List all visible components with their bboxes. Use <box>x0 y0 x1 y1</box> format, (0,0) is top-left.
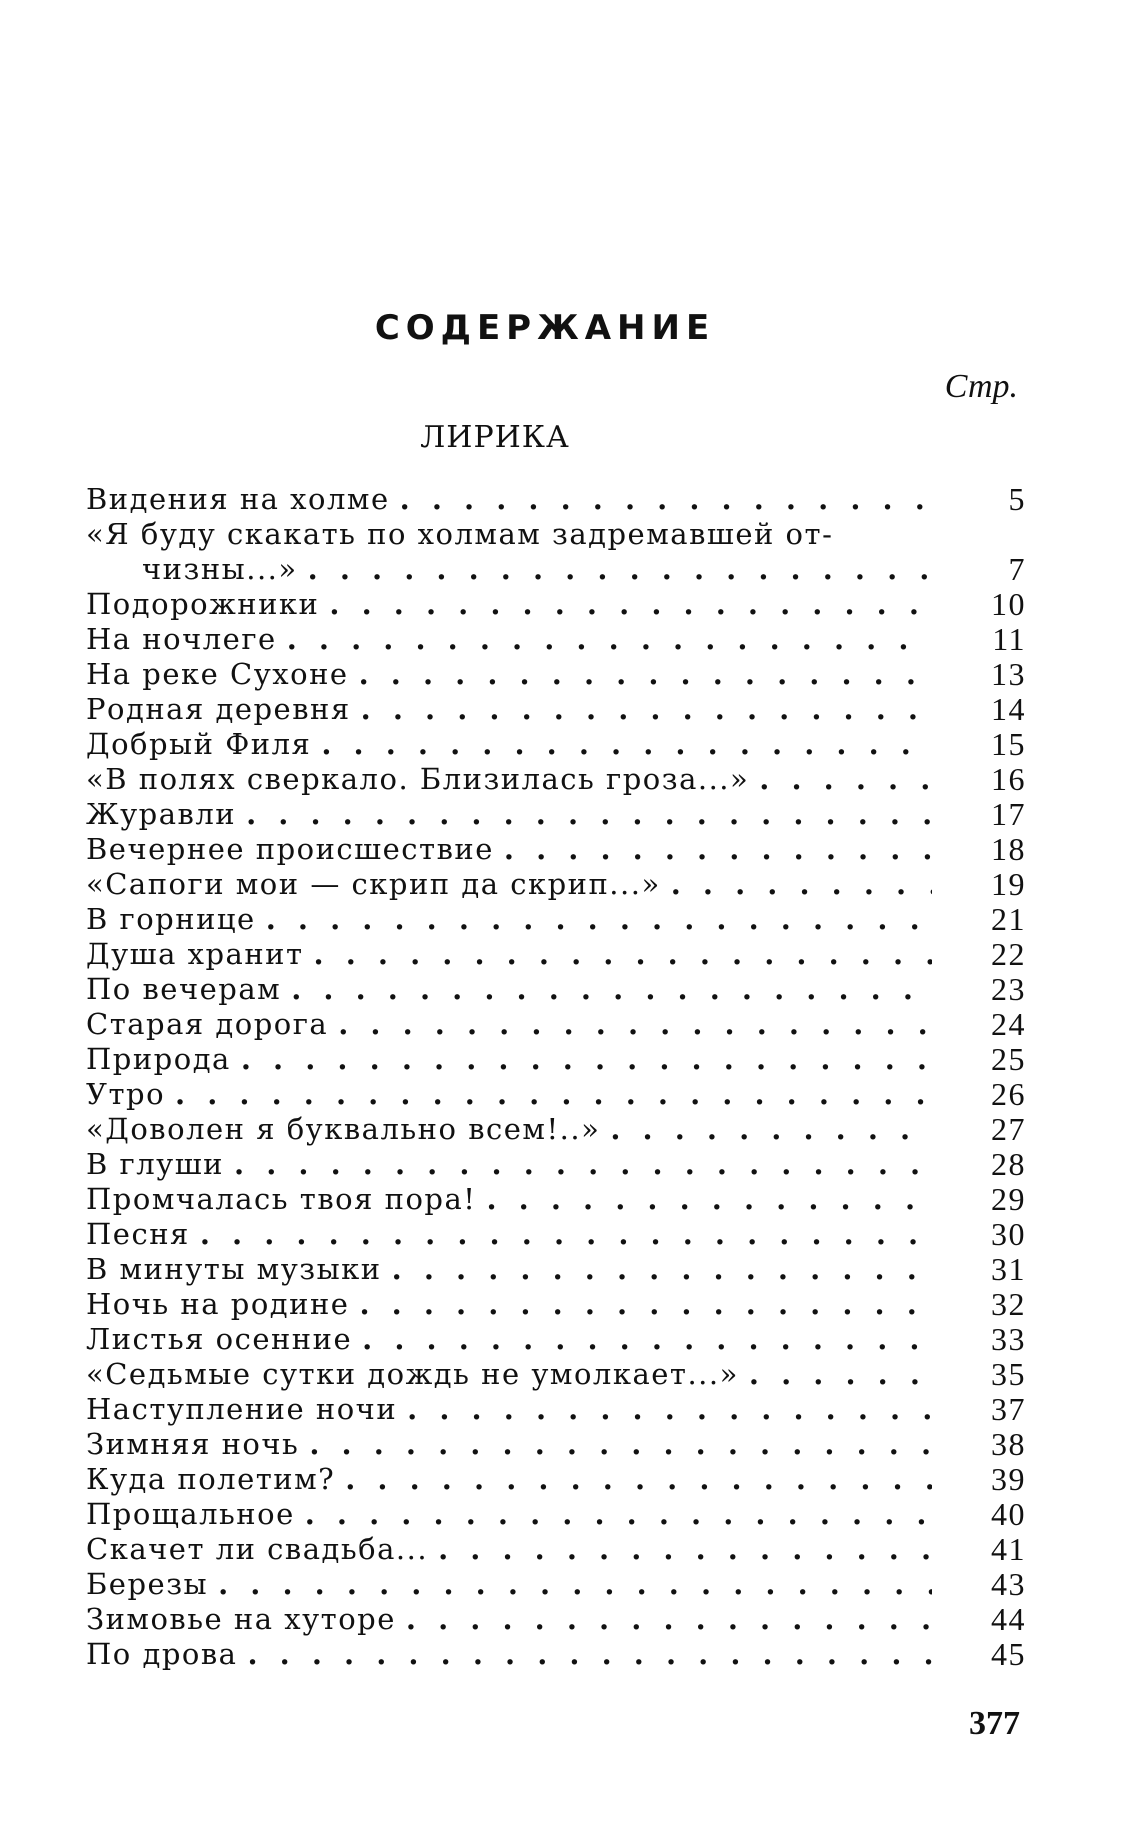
toc-entry-page: 43 <box>991 1566 1026 1602</box>
toc-entry-title: Зимняя ночь <box>86 1427 300 1461</box>
toc-entry-page: 32 <box>991 1286 1026 1322</box>
toc-entry <box>86 1182 1026 1217</box>
toc-entry-title: Промчалась твоя пора! <box>86 1182 477 1216</box>
page-number: 377 <box>969 1705 1020 1742</box>
toc-entry-page: 45 <box>991 1636 1026 1672</box>
toc-entry-page: 15 <box>991 726 1026 762</box>
toc-entry-title: В горнице <box>86 902 256 936</box>
toc-entry-page: 21 <box>991 901 1026 937</box>
toc-entry-page: 19 <box>991 866 1026 902</box>
toc-entry-page: 26 <box>991 1076 1026 1112</box>
toc-entry-page: 33 <box>991 1321 1026 1357</box>
toc-entry-title: Куда полетим? <box>86 1462 336 1496</box>
toc-entry-page: 7 <box>1008 551 1026 587</box>
toc-entry-page: 11 <box>992 621 1026 657</box>
toc-entry <box>86 482 1026 517</box>
toc-entry-page: 37 <box>991 1391 1026 1427</box>
toc-entry-page: 41 <box>991 1531 1026 1567</box>
toc-entry-page: 17 <box>991 796 1026 832</box>
toc-leader-dots <box>247 1637 932 1672</box>
toc-entry-title: По дрова <box>86 1637 238 1671</box>
toc-leader-dots <box>218 1567 932 1602</box>
toc-leader-dots <box>406 1602 932 1637</box>
toc-entry-page: 30 <box>991 1216 1026 1252</box>
contents-title: СОДЕРЖАНИЕ <box>374 308 716 348</box>
toc-entry-page: 16 <box>991 761 1026 797</box>
toc-leader-dots <box>305 1497 932 1532</box>
toc-leader-dots <box>308 552 932 587</box>
toc-entry-title-continued: чизны...» <box>142 552 298 586</box>
toc-entry-title: Добрый Филя <box>86 727 312 761</box>
toc-entry-page: 31 <box>991 1251 1026 1287</box>
toc-entry-title: Прощальное <box>86 1497 295 1531</box>
toc-entry-page: 39 <box>991 1461 1026 1497</box>
toc-entry-page: 18 <box>991 831 1026 867</box>
toc-leader-dots <box>175 1077 932 1112</box>
toc-leader-dots <box>361 692 932 727</box>
toc-entry-page: 38 <box>991 1426 1026 1462</box>
toc-entry-page: 44 <box>991 1601 1026 1637</box>
toc-entry-page: 27 <box>991 1111 1026 1147</box>
toc-entry-page: 10 <box>991 586 1026 622</box>
toc-entry <box>86 1462 1026 1497</box>
toc-leader-dots <box>610 1112 932 1147</box>
toc-entry-page: 5 <box>1008 481 1026 517</box>
toc-entry-page: 22 <box>991 936 1026 972</box>
toc-leader-dots <box>200 1217 932 1252</box>
toc-entry-page: 23 <box>991 971 1026 1007</box>
toc-entry-title: Видения на холме <box>86 482 390 516</box>
toc-entry <box>86 622 1026 657</box>
toc-entry-title: Душа хранит <box>86 937 304 971</box>
toc-entry-title: На ночлеге <box>86 622 277 656</box>
toc-leader-dots <box>291 972 932 1007</box>
toc-leader-dots <box>345 1462 932 1497</box>
toc-entry-title: По вечерам <box>86 972 282 1006</box>
toc-entry <box>86 1042 1026 1077</box>
toc-leader-dots <box>392 1252 932 1287</box>
toc-entry-title: «Доволен я буквально всем!..» <box>86 1112 601 1146</box>
toc-entry-page: 40 <box>991 1496 1026 1532</box>
toc-leader-dots <box>329 587 932 622</box>
toc-entry-title: В глуши <box>86 1147 224 1181</box>
toc-entry <box>86 1217 1026 1252</box>
toc-entry <box>86 1077 1026 1112</box>
toc-entry-page: 29 <box>991 1181 1026 1217</box>
toc-leader-dots <box>309 1427 932 1462</box>
toc-entry <box>86 1287 1026 1322</box>
toc-entry-title: Старая дорога <box>86 1007 329 1041</box>
toc-leader-dots <box>234 1147 932 1182</box>
toc-entry <box>86 1007 1026 1042</box>
toc-entry <box>86 587 1026 622</box>
toc-entry <box>86 1637 1026 1672</box>
toc-entry <box>86 1497 1026 1532</box>
toc-entry <box>86 937 1026 972</box>
toc-entry-page: 14 <box>991 691 1026 727</box>
toc-entry-title: Подорожники <box>86 587 320 621</box>
toc-leader-dots <box>266 902 932 937</box>
page-column-label: Стр. <box>944 368 1018 405</box>
toc-leader-dots <box>749 1357 932 1392</box>
toc-entry <box>86 1112 1026 1147</box>
toc-entry <box>86 1532 1026 1567</box>
toc-leader-dots <box>759 762 932 797</box>
toc-entry <box>86 1567 1026 1602</box>
toc-entry-title: Журавли <box>86 797 237 831</box>
toc-entry <box>86 517 1026 552</box>
toc-entry <box>86 867 1026 902</box>
toc-entry <box>86 972 1026 1007</box>
toc-entry-title: «Сапоги мои — скрип да скрип...» <box>86 867 661 901</box>
toc-entry-page: 28 <box>991 1146 1026 1182</box>
toc-entry-title: «Седьмые сутки дождь не умолкает...» <box>86 1357 739 1391</box>
toc-leader-dots <box>400 482 932 517</box>
toc-entry <box>86 727 1026 762</box>
toc-entry <box>86 1392 1026 1427</box>
toc-leader-dots <box>362 1322 932 1357</box>
toc-leader-dots <box>338 1007 932 1042</box>
toc-leader-dots <box>486 1182 932 1217</box>
toc-entry-page: 25 <box>991 1041 1026 1077</box>
toc-entry <box>86 1252 1026 1287</box>
toc-leader-dots <box>241 1042 932 1077</box>
toc-entry <box>86 1147 1026 1182</box>
toc-entry-page: 13 <box>991 656 1026 692</box>
toc-leader-dots <box>287 622 932 657</box>
toc-entry-title: Вечернее происшествие <box>86 832 494 866</box>
toc-entry-continuation <box>86 552 1026 587</box>
toc-entry-title: Листья осенние <box>86 1322 353 1356</box>
toc-entry-title: Наступление ночи <box>86 1392 398 1426</box>
toc-leader-dots <box>407 1392 932 1427</box>
toc-leader-dots <box>359 657 932 692</box>
toc-entry <box>86 1427 1026 1462</box>
toc-entry <box>86 797 1026 832</box>
toc-entry-title: Родная деревня <box>86 692 351 726</box>
toc-entry-title: «В полях сверкало. Близилась гроза...» <box>86 762 750 796</box>
toc-entry <box>86 832 1026 867</box>
toc-entry <box>86 1357 1026 1392</box>
toc-entry-page: 24 <box>991 1006 1026 1042</box>
table-of-contents <box>86 482 1026 1672</box>
toc-entry <box>86 1602 1026 1637</box>
toc-entry-title: В минуты музыки <box>86 1252 382 1286</box>
toc-leader-dots <box>359 1287 932 1322</box>
toc-leader-dots <box>438 1532 932 1567</box>
toc-entry-title: Песня <box>86 1217 190 1251</box>
toc-entry-title: На реке Сухоне <box>86 657 349 691</box>
toc-entry-title: Утро <box>86 1077 166 1111</box>
toc-leader-dots <box>246 797 932 832</box>
toc-leader-dots <box>671 867 932 902</box>
toc-leader-dots <box>321 727 932 762</box>
toc-entry <box>86 902 1026 937</box>
toc-entry <box>86 692 1026 727</box>
toc-entry-title: Березы <box>86 1567 209 1601</box>
section-heading: ЛИРИКА <box>420 420 570 455</box>
toc-entry-title: «Я буду скакать по холмам задремавшей от- <box>86 517 834 551</box>
toc-entry <box>86 657 1026 692</box>
toc-entry-title: Природа <box>86 1042 231 1076</box>
toc-entry-title: Ночь на родине <box>86 1287 350 1321</box>
toc-entry-title: Скачет ли свадьба... <box>86 1532 429 1566</box>
toc-entry <box>86 762 1026 797</box>
toc-entry <box>86 1322 1026 1357</box>
toc-entry-page: 35 <box>991 1356 1026 1392</box>
toc-leader-dots <box>504 832 932 867</box>
toc-leader-dots <box>314 937 932 972</box>
toc-entry-title: Зимовье на хуторе <box>86 1602 396 1636</box>
